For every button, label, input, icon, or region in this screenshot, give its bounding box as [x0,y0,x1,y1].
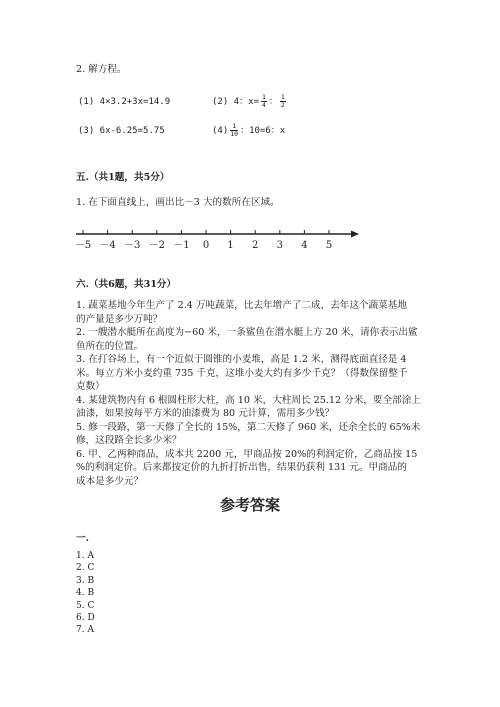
answer-item: 3. B [76,575,95,586]
answer-list [76,550,95,637]
word-problem-5: 5. 修一段路，第一天修了全长的 15%，第二天修了 960 米，还余全长的 65%未 修，这段路全长多少米？ [76,421,421,446]
word-problems [76,299,432,488]
word-problem-3: 3. 在打谷场上，有一个近似于圆锥的小麦堆，高是 1.2 米，测得底面直径是 4 米。每立方米小麦约重 735 千克，这堆小麦大约有多少千克？（得数保留整千 克数） [76,354,408,392]
number-line-tick-label: 0 [202,240,210,251]
number-line-tick-label: －4 [99,240,116,251]
answer-item: 4. B [76,588,95,599]
question-number-line: 1. 在下面直线上，画出比－3 大的数所在区域。 [76,197,280,208]
fraction-one-tenth: $\frac{1}{10}$ [230,122,239,138]
answers-heading: 参考答案 [219,496,280,514]
number-line-tick-label: －1 [173,240,190,251]
number-line [72,226,364,252]
number-line-tick-label: －3 [124,240,141,251]
number-line-tick-label: 2 [252,240,259,251]
equation-4: (4) $\frac{1}{10}$ ：10=6：x [212,122,286,138]
equation-2: (2) 4：x= $\frac{1}{4}$ ： $\frac{1}{2}$ [212,93,285,109]
word-problem-2: 2. 一艘潜水艇所在高度为−60 米，一条鲨鱼在潜水艇上方 20 米，请你表示出鲨 鱼所在的位置。 [76,327,418,352]
answer-item: 7. A [76,625,94,636]
number-line-tick-label: 5 [325,240,333,251]
number-line-arrow [351,231,359,238]
section-heading-5: 五.（共1题，共5分） [76,172,170,183]
answer-item: 6. D [76,613,95,624]
word-problem-4: 4. 某建筑物内有 6 根圆柱形大柱，高 10 米，大柱周长 25.12 分米，要全部涂上 油漆，如果按每平方米的油漆费为 80 元计算，需用多少钱？ [76,394,421,419]
answer-item: 5. C [76,600,95,611]
answer-item: 2. C [76,563,95,574]
number-line-tick-label: －5 [74,240,92,251]
section-heading-6: 六.（共6题，共31分） [76,279,177,290]
answers-part-label: 一. [76,533,89,544]
equation-3: (3) 6x-6.25=5.75 [78,126,165,136]
number-line-tick-label: 4 [301,240,308,251]
fraction-one-quarter: $\frac{1}{4}$ [261,93,266,109]
word-problem-1: 1. 蔬菜基地今年生产了 2.4 万吨蔬菜，比去年增产了二成，去年这个蔬菜基地 的产量是多少万吨？ [76,300,407,325]
number-line-tick-label: 1 [227,240,234,251]
equation-1: (1) 4×3.2+3x=14.9 [78,97,171,107]
answer-item: 1. A [76,551,94,561]
number-line-tick-label: －2 [148,240,165,251]
fraction-one-half: $\frac{1}{2}$ [280,93,285,109]
number-line-tick-labels [75,240,332,251]
question-title-solve-equations: 2. 解方程。 [76,64,127,75]
number-line-tick-label: 3 [276,240,283,251]
word-problem-6: 6. 甲、乙两种商品，成本共 2200 元，甲商品按 20%的利润定价，乙商品按 15 %的利润定价。后来都按定价的九折打折出售，结果仍获利 131 元。甲商品的 成本是多少元？ [76,448,418,487]
